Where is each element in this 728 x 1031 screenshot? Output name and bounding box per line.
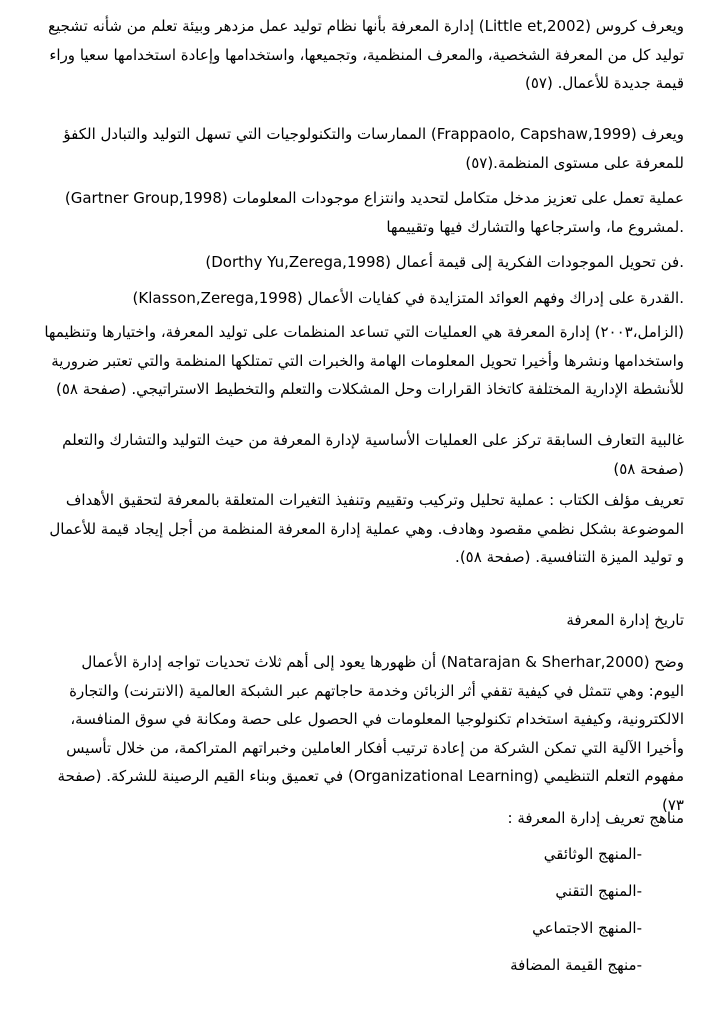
approach-item-value-added: -منهج القيمة المضافة (510, 956, 642, 974)
definition-author: تعريف مؤلف الكتاب : عملية تحليل وتركيب وتقييم وتنفيذ التغيرات المتعلقة بالمعرفة لتحقيق الأهداف الموضوعة بشكل نظمي مقصود وهادف. وهي عملية إدارة المعرفة المنظمة من أجل إيجاد قيمة للأعمال و توليد الميزة التنافسية. (صفحة ٥٨). (49, 491, 684, 566)
approach-item-social: -المنهج الاجتماعي (532, 919, 642, 937)
definition-alzamil: (الزامل،٢٠٠٣) إدارة المعرفة هي العمليات التي تساعد المنظمات على توليد المعرفة، واختيارها وتنظيمها واستخدامها ونشرها وأخيرا تحويل المعلومات الهامة والخبرات التي تمتلكها المنظمة والتي تعتبر ضرورية للأنشطة الإدارية المختلفة كاتخاذ القرارات وحل المشكلات والتعلم والتخطيط الاستراتيجي. (صفحة ٥٨) (44, 323, 684, 398)
approach-item-documentary: -المنهج الوثائقي (543, 845, 642, 863)
approaches-heading: مناهج تعريف إدارة المعرفة : (507, 809, 684, 827)
definitions-summary: غالبية التعارف السابقة تركز على العمليات الأساسية لإدارة المعرفة من حيث التوليد والتشارك والتعلم (صفحة ٥٨) (62, 431, 684, 478)
definition-dorthy-yu: (Dorthy Yu,Zerega,1998) فن تحويل الموجودات الفكرية إلى قيمة أعمال. (205, 253, 684, 271)
definition-frappaolo: ويعرف (Frappaolo, Capshaw,1999) الممارسات والتكنولوجيات التي تسهل التوليد والتبادل الكفؤ للمعرفة على مستوى المنظمة.(٥٧) (63, 125, 684, 172)
approaches-list (0, 840, 728, 988)
definition-klasson: (Klasson,Zerega,1998) القدرة على إدراك وفهم العوائد المتزايدة في كفايات الأعمال. (132, 289, 684, 307)
history-heading: تاريخ إدارة المعرفة (566, 611, 684, 629)
approach-item-technical: -المنهج التقني (555, 882, 642, 900)
definition-little: ويعرف كروس (Little et,2002) إدارة المعرفة بأنها نظام توليد عمل مزدهر وبيئة تعلم من شأنه تشجيع توليد كل من المعرفة الشخصية، والمعرف المنظمية، وتجميعها، واستخدامها وإعادة استخدامها سعيا وراء قيمة جديدة للأعمال. (٥٧) (48, 17, 684, 92)
history-paragraph: وضح (Natarajan & Sherhar,2000) أن ظهورها يعود إلى أهم ثلاث تحديات تواجه إدارة الأعمال اليوم: وهي تتمثل في كيفية تقفي أثر الزبائن وخدمة حاجاتهم عبر الشبكة العالمية (الانترنت) والتجارة الالكترونية، وكيفية استخدام تكنولوجيا المعلومات في الحصول على حصة ومكانة في سوق المنافسة، وأخيرا الآلية التي تمكن الشركة من إعادة ترتيب أفكار العاملين وخبراتهم المتراكمة، من خلال تأسيس مفهوم التعلم التنظيمي (Organizational Learning) في تعميق وبناء القيم الرصينة للشركة. (صفحة ٧٣) (57, 653, 684, 814)
definition-gartner: (Gartner Group,1998) عملية تعمل على تعزيز مدخل متكامل لتحديد وانتزاع موجودات المعلومات لمشروع ما، واسترجاعها والتشارك فيها وتقييمها. (64, 189, 684, 236)
